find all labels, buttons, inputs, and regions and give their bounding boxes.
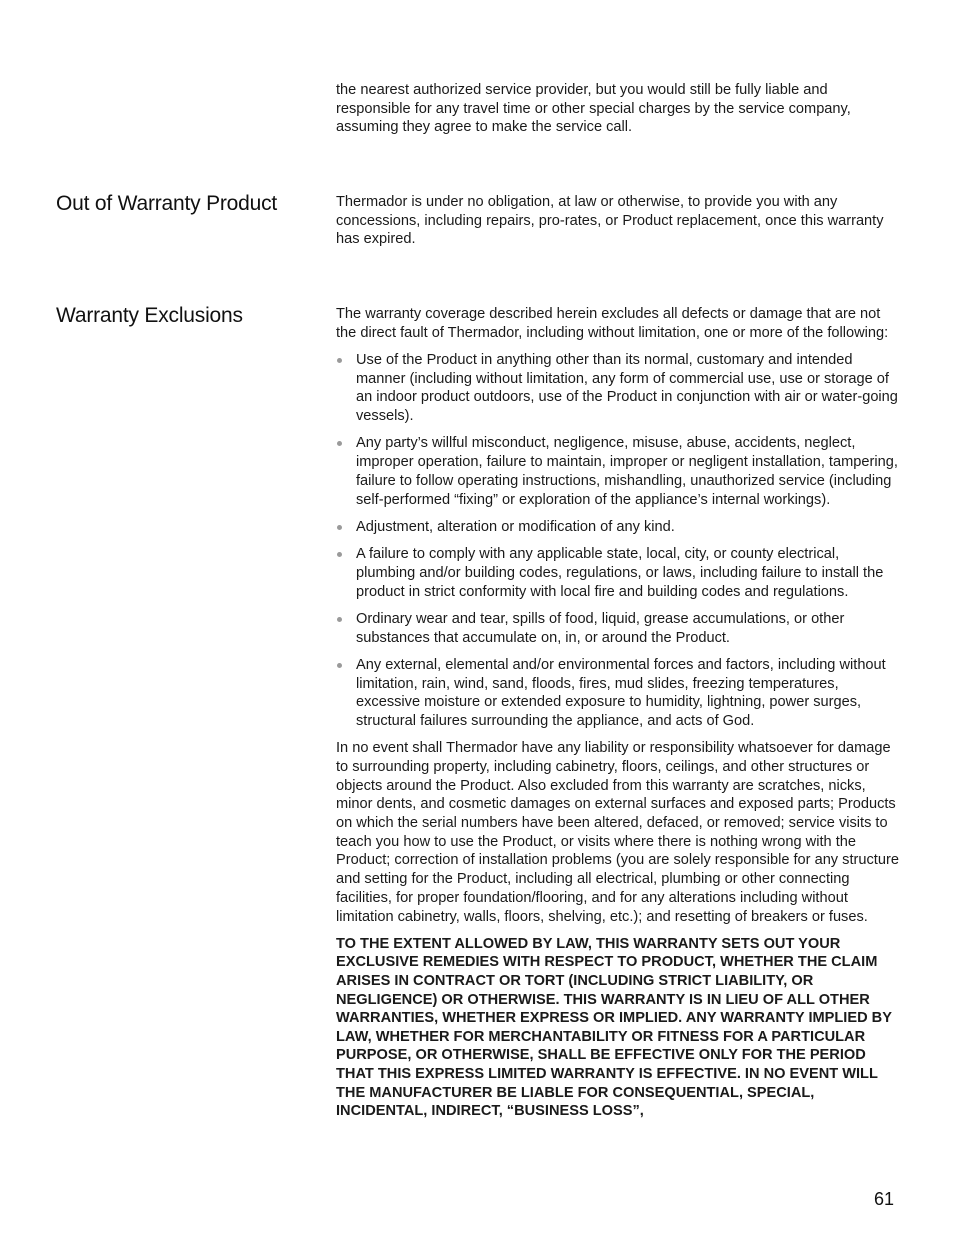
out-of-warranty-text: Thermador is under no obligation, at law or otherwise, to provide you with any concessions, including repairs, pro-rates, or Product replacement, once this warranty has expired. <box>336 194 884 248</box>
intro-block <box>336 81 900 137</box>
bullet-icon <box>337 663 342 668</box>
list-item <box>336 545 900 601</box>
list-item <box>336 610 900 647</box>
exclusions-list <box>336 351 900 731</box>
legal-disclaimer: TO THE EXTENT ALLOWED BY LAW, THIS WARRANTY SETS OUT YOUR EXCLUSIVE REMEDIES WITH RESPECT TO PRODUCT, WHETHER THE CLAIM ARISES IN CONTRACT OR TORT (INCLUDING STRICT LIABILITY, OR NEGLIGENCE) OR OTHERWISE. THIS WARRANTY IS IN LIEU OF ALL OTHER WARRANTIES, WHETHER EXPRESS OR IMPLIED. ANY WARRANTY IMPLIED BY LAW, WHETHER FOR MERCHANTABILITY OR FITNESS FOR A PARTICULAR PURPOSE, OR OTHERWISE, SHALL BE EFFECTIVE ONLY FOR THE PERIOD THAT THIS EXPRESS LIMITED WARRANTY IS EFFECTIVE. IN NO EVENT WILL THE MANUFACTURER BE LIABLE FOR CONSEQUENTIAL, SPECIAL, INCIDENTAL, INDIRECT, “BUSINESS LOSS”, <box>336 935 892 1120</box>
list-item-text: Ordinary wear and tear, spills of food, liquid, grease accumulations, or other substances that accumulate on, in, or around the Product. <box>356 610 845 646</box>
bullet-icon <box>337 617 342 622</box>
out-of-warranty-heading: Out of Warranty Product <box>56 192 278 215</box>
list-item <box>336 434 900 509</box>
list-item <box>336 351 900 426</box>
no-event-paragraph: In no event shall Thermador have any liability or responsibility whatsoever for damage to surrounding property, including cabinetry, floors, ceilings, and other structures or objects around the Product. Also excluded from this warranty are scratches, nicks, minor dents, and cosmetic damages on external surfaces and exposed parts; Products on which the serial numbers have been altered, defaced, or removed; service visits to teach you how to use the Product, or visits where there is nothing wrong with the Product; correction of installation problems (you are solely responsible for any structure and setting for the Product, including all electrical, plumbing or other connecting facilities, for proper foundation/flooring, and for any alterations including without limitation cabinetry, walls, floors, shelving, etc.); and resetting of breakers or fuses. <box>336 740 899 925</box>
out-of-warranty-block <box>336 193 900 249</box>
list-item <box>336 518 900 537</box>
list-item <box>336 656 900 731</box>
warranty-exclusions-heading: Warranty Exclusions <box>56 304 243 327</box>
warranty-exclusions-block <box>336 305 900 1121</box>
list-item-text: Adjustment, alteration or modification of any kind. <box>356 518 675 535</box>
bullet-icon <box>337 552 342 557</box>
intro-paragraph: the nearest authorized service provider, but you would still be fully liable and responsible for any travel time or other special charges by the service company, assuming they agree to make the service call. <box>336 82 851 136</box>
list-item-text: Any party’s willful misconduct, negligence, misuse, abuse, accidents, neglect, improper operation, failure to maintain, improper or negligent installation, tampering, failure to follow operating instructions, mishandling, unauthorized service (including self-performed “fixing” or exploration of the appliance’s internal workings). <box>356 435 898 508</box>
exclusions-intro: The warranty coverage described herein excludes all defects or damage that are not the direct fault of Thermador, including without limitation, one or more of the following: <box>336 306 889 341</box>
list-item-text: Any external, elemental and/or environmental forces and factors, including without limitation, rain, wind, sand, floods, fires, mud slides, freezing temperatures, excessive moisture or extended exposure to humidity, lightning, power surges, structural failures surrounding the appliance, and acts of God. <box>356 656 886 729</box>
bullet-icon <box>337 358 342 363</box>
list-item-text: A failure to comply with any applicable state, local, city, or county electrical, plumbing and/or building codes, regulations, or laws, including failure to install the product in strict conformity with local fire and building codes and regulations. <box>356 546 884 600</box>
list-item-text: Use of the Product in anything other than its normal, customary and intended manner (including without limitation, any form of commercial use, use or storage of an indoor product outdoors, use of the Product in conjunction with air or water-going vessels). <box>356 352 898 425</box>
bullet-icon <box>337 525 342 530</box>
page-number: 61 <box>874 1189 895 1209</box>
bullet-icon <box>337 441 342 446</box>
